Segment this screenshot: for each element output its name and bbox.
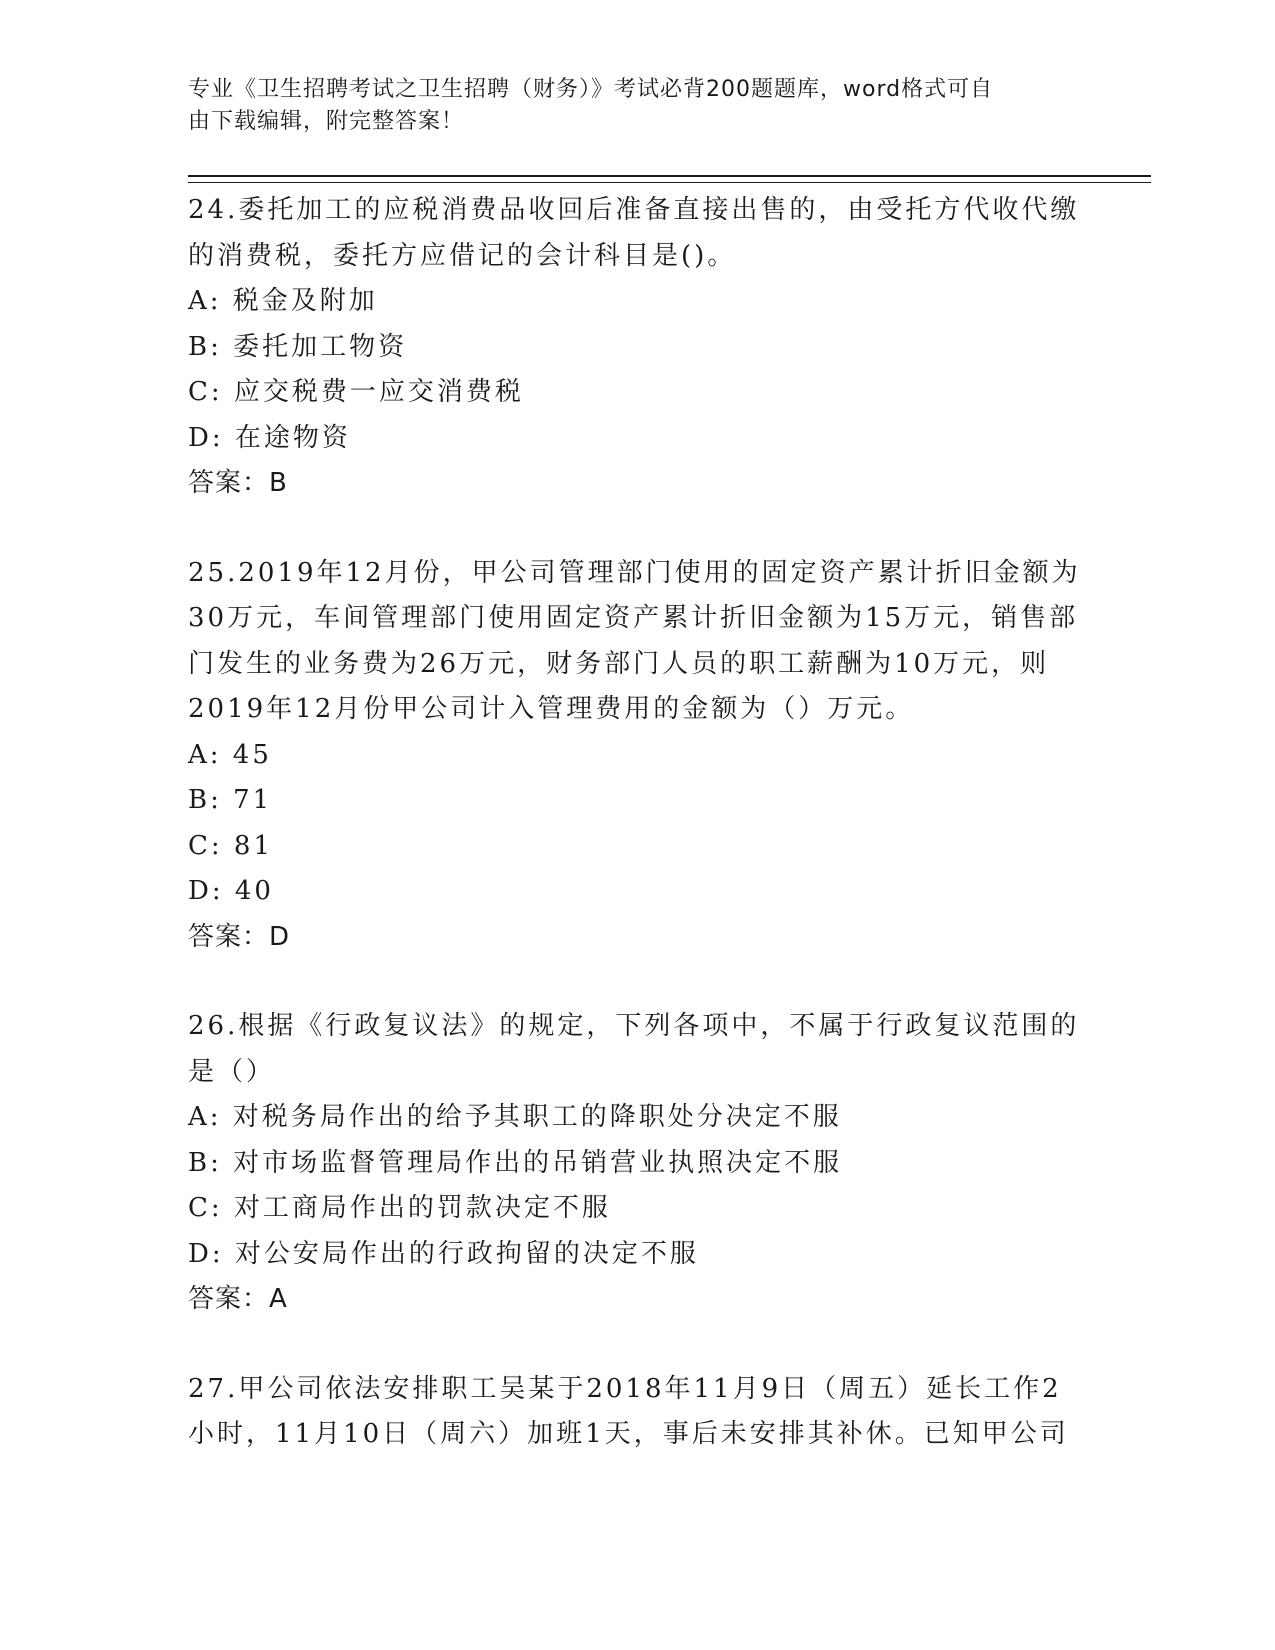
question-stem-line: 26.根据《行政复议法》的规定，下列各项中，不属于行政复议范围的 [188,1011,1080,1041]
option-b: B: 对市场监督管理局作出的吊销营业执照决定不服 [188,1147,843,1178]
option-c: C: 81 [188,830,274,861]
question-stem-line: 30万元，车间管理部门使用固定资产累计折旧金额为15万元，销售部 [188,603,1079,633]
question-24 [188,188,1088,507]
option-a: A: 对税务局作出的给予其职工的降职处分决定不服 [188,1102,842,1132]
question-27 [188,1367,1088,1458]
option-c: C: 应交税费一应交消费税 [188,377,524,407]
question-stem-line: 是（） [188,1056,276,1087]
question-26 [188,1004,1088,1323]
question-stem-line: 2019年12月份甲公司计入管理费用的金额为（）万元。 [188,694,915,724]
question-stem-line: 的消费税，委托方应借记的会计科目是()。 [188,240,737,271]
question-stem-line: 25.2019年12月份，甲公司管理部门使用的固定资产累计折旧金额为 [188,557,1081,588]
answer-line: 答案：B [188,468,288,498]
question-stem-line: 24.委托加工的应税消费品收回后准备直接出售的，由受托方代收代缴 [188,195,1080,225]
header-line-1: 专业《卫生招聘考试之卫生招聘（财务）》考试必背200题题库，word格式可自 [188,77,994,102]
option-b: B: 委托加工物资 [188,331,408,362]
option-a: A: 45 [188,739,272,770]
header-line-2: 由下载编辑，附完整答案！ [188,109,465,134]
option-d: D: 40 [188,876,274,906]
document-header [188,74,1068,138]
question-stem-line: 小时，11月10日（周六）加班1天，事后未安排其补休。已知甲公司 [188,1419,1069,1449]
option-d: D: 对公安局作出的行政拘留的决定不服 [188,1238,699,1269]
header-divider-thin [188,182,1151,183]
option-d: D: 在途物资 [188,422,351,453]
option-c: C: 对工商局作出的罚款决定不服 [188,1193,611,1223]
answer-line: 答案：D [188,921,291,952]
answer-line: 答案：A [188,1284,288,1314]
question-stem-line: 门发生的业务费为26万元，财务部门人员的职工薪酬为10万元，则 [188,648,1050,679]
option-a: A: 税金及附加 [188,286,378,316]
option-b: B: 71 [188,785,273,815]
question-list [188,188,1088,1502]
question-25 [188,551,1088,961]
question-stem-line: 27.甲公司依法安排职工吴某于2018年11月9日（周五）延长工作2 [188,1373,1062,1404]
header-divider-thick [188,175,1151,177]
